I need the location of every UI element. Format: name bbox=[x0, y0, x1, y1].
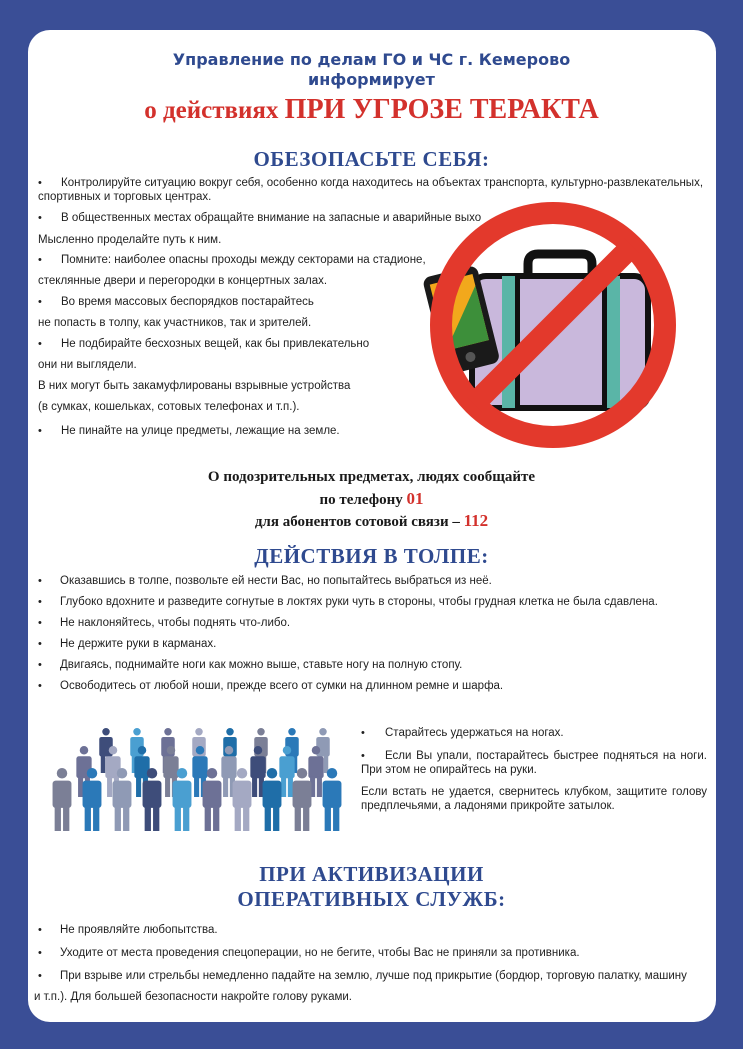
item5-line2: они ни выглядели. bbox=[38, 359, 137, 371]
notice-line1: О подозрительных предметах, людях сообщайте bbox=[207, 469, 536, 485]
section1-item2: • В общественных местах обращайте внимание на запасные и аварийные выхо Мысленно проделайте путь к ним. bbox=[38, 212, 482, 246]
prohibited-bag-phone-icon bbox=[410, 198, 695, 453]
list-item: • Двигаясь, поднимайте ноги как можно выше, ставьте ногу на полную стопу. bbox=[38, 659, 463, 671]
crowd-person bbox=[323, 768, 342, 831]
item4-line2: не попасть в толпу, как участников, так и зрителей. bbox=[38, 317, 312, 329]
section1-item1: • Контролируйте ситуацию вокруг себя, особенно когда находитесь на объектах транспорта, культурно-развлекательных, спортивных и торговых центрах. bbox=[38, 176, 718, 204]
section1-item6: • Не пинайте на улице предметы, лежащие на земле. bbox=[38, 424, 438, 438]
crowd-right-tips bbox=[361, 726, 707, 813]
item4-line1: Во время массовых беспорядков постарайтесь bbox=[61, 296, 314, 308]
item5-line3: В них могут быть закамуфлированы взрывные устройства bbox=[38, 380, 351, 392]
section1-item4: • Во время массовых беспорядков постарайтесь не попасть в толпу, как участников, так и зрителей. bbox=[38, 295, 438, 330]
list-item: • Уходите от места проведения спецоперации, но не бегите, чтобы Вас не приняли за противника. bbox=[38, 947, 580, 959]
header-informs: информирует bbox=[308, 70, 435, 89]
item2-line2: Мысленно проделайте путь к ним. bbox=[38, 234, 222, 246]
list-item: • Старайтесь удержаться на ногах. bbox=[361, 727, 564, 739]
list-item: Если встать не удается, свернитесь клубком, защитите голову предплечьями, а ладонями прикройте затылок. bbox=[361, 786, 707, 812]
item1-line2: спортивных и торговых центрах. bbox=[38, 191, 212, 203]
list-item: • Освободитесь от любой ноши, прежде всего от сумки на длинном ремне и шарфа. bbox=[38, 680, 504, 692]
crowd-person bbox=[263, 768, 282, 831]
item3-line2: стеклянные двери и перегородки в концертных залах. bbox=[38, 275, 328, 287]
item3-line1: Помните: наиболее опасны проходы между секторами на стадионе, bbox=[61, 254, 426, 266]
item5-line4: (в сумках, кошельках, сотовых телефонах и т.п.). bbox=[38, 401, 300, 413]
notice-line2 bbox=[0, 489, 743, 509]
item5-line1: Не подбирайте бесхозных вещей, как бы привлекательно bbox=[61, 338, 370, 350]
phone-112: 112 bbox=[463, 511, 489, 530]
section-heading-services-1: ПРИ АКТИВИЗАЦИИ bbox=[259, 862, 484, 886]
list-item: • Если Вы упали, постарайтесь быстрее подняться на ноги. При этом не опирайтесь на руки. bbox=[361, 750, 707, 776]
crowd-icon bbox=[44, 728, 352, 848]
item6-text: Не пинайте на улице предметы, лежащие на земле. bbox=[61, 425, 340, 437]
crowd-person bbox=[53, 768, 72, 831]
section1-item5: • Не подбирайте бесхозных вещей, как бы привлекательно они ни выглядели. В них могут быть закамуфлированы взрывные устройства (в сумках, кошельках, сотовых телефонах и т.п.). bbox=[38, 337, 438, 414]
section1-item3: • Помните: наиболее опасны проходы между секторами на стадионе, стеклянные двери и перегородки в концертных залах. bbox=[38, 253, 438, 288]
list-item: • Глубоко вдохните и разведите согнутые в локтях руки чуть в стороны, чтобы грудная клетка не была сдавлена. bbox=[38, 596, 658, 608]
list-item: • Не держите руки в карманах. bbox=[38, 638, 217, 650]
list-item: • При взрыве или стрельбы немедленно падайте на землю, лучше под прикрытие (бордюр, торговую палатку, машину и т.п.). Для большей безопасности накройте голову руками. bbox=[34, 970, 687, 1003]
title-prefix: о действиях bbox=[144, 97, 279, 124]
item2-line1: В общественных местах обращайте внимание на запасные и аварийные выхо bbox=[61, 212, 482, 224]
title-main: ПРИ УГРОЗЕ ТЕРАКТА bbox=[284, 94, 599, 125]
list-item: • Не проявляйте любопытства. bbox=[38, 924, 218, 936]
section3-list bbox=[34, 923, 708, 1004]
crowd-list bbox=[38, 574, 718, 700]
notice-mobile-prefix: для абонентов сотовой связи – bbox=[254, 514, 460, 530]
section-heading-services-2: ОПЕРАТИВНЫХ СЛУЖБ: bbox=[237, 887, 506, 911]
header-org: Управление по делам ГО и ЧС г. Кемерово bbox=[172, 50, 571, 69]
item1-line1: Контролируйте ситуацию вокруг себя, особенно когда находитесь на объектах транспорта, культурно-развлекательных, bbox=[61, 177, 704, 189]
notice-line3 bbox=[0, 511, 743, 531]
notice-phone-prefix: по телефону bbox=[319, 492, 403, 508]
page-title bbox=[0, 94, 743, 126]
section-heading-protect: ОБЕЗОПАСЬТЕ СЕБЯ: bbox=[253, 147, 490, 171]
list-item: • Оказавшись в толпе, позвольте ей нести Вас, но попытайтесь выбраться из неё. bbox=[38, 575, 492, 587]
phone-01: 01 bbox=[406, 489, 424, 508]
section-heading-crowd: ДЕЙСТВИЯ В ТОЛПЕ: bbox=[254, 544, 489, 568]
list-item: • Не наклоняйтесь, чтобы поднять что-либо. bbox=[38, 617, 291, 629]
crowd-person bbox=[293, 768, 312, 831]
